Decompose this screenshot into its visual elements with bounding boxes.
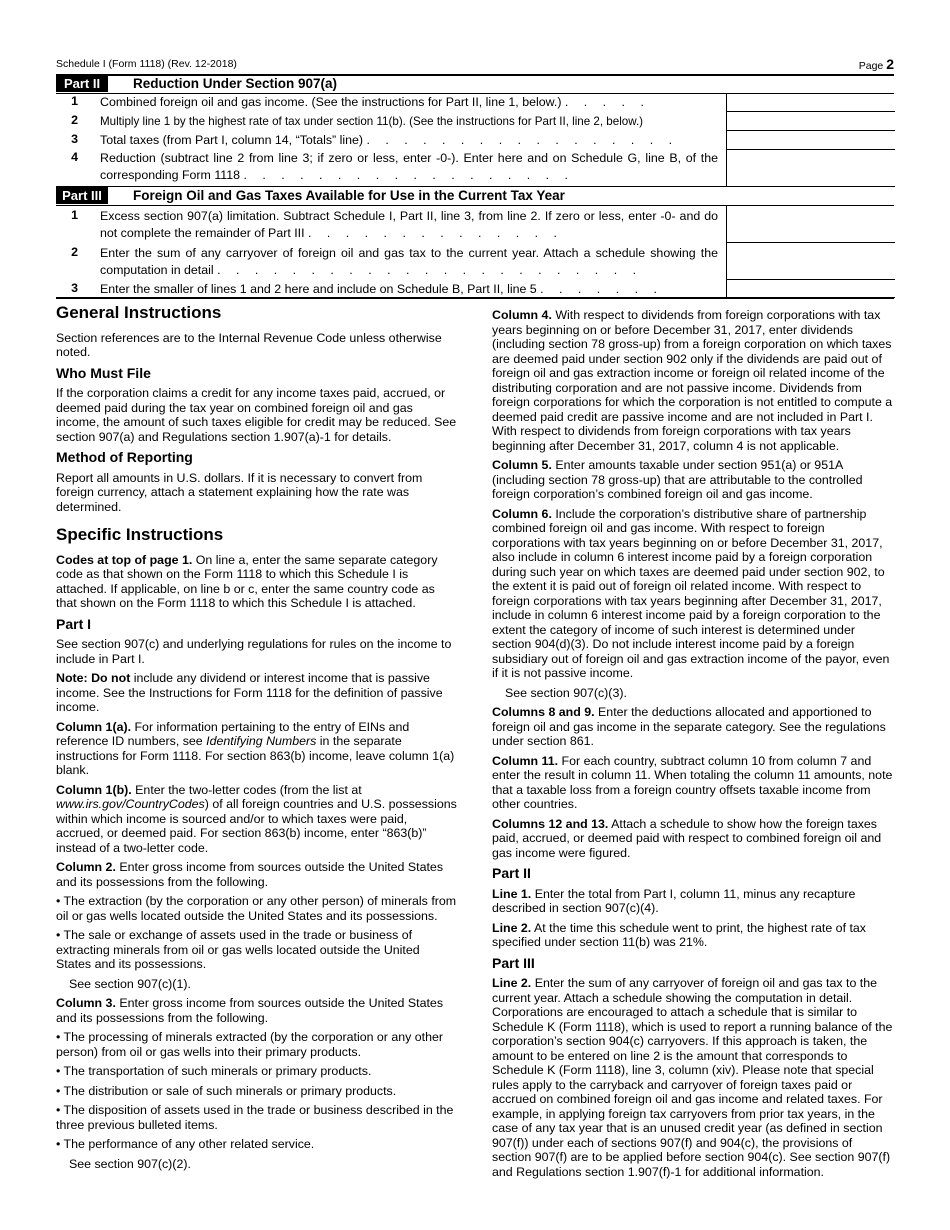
column-4-paragraph: Column 4. With respect to dividends from foreign corporations with tax years beginning on or before December 31, 2017, enter dividends (including section 78 gross-up) from a foreign corporation on which taxes are deemed paid under section 902 only if the dividends are paid out of foreign oil and gas extraction income or foreign oil related income of the distributing corporation and are not passive income. Dividends from foreign corporations for which the corporation is not entitled to compute a deemed paid credit are passive income and are not included in Part I. With respect to dividends from foreign corporations with tax years beginning after December 31, 2017, column 4 is not applicable. bbox=[492, 308, 893, 453]
column-3-bullet: • The performance of any other related service. bbox=[56, 1137, 315, 1151]
part2-line-2-amount[interactable] bbox=[726, 112, 895, 131]
line-number: 1 bbox=[71, 94, 78, 108]
page-number: Page 2 bbox=[858, 56, 894, 72]
line-number: 1 bbox=[71, 208, 78, 222]
column-3-bullet: • The transportation of such minerals or primary products. bbox=[56, 1064, 372, 1078]
note-paragraph: Note: Do not include any dividend or interest income that is passive income. See the Instructions for Form 1118 for the definition of passive income. bbox=[56, 671, 443, 714]
column-3-bullet: • The distribution or sale of such minerals or primary products. bbox=[56, 1083, 397, 1098]
line-number: 3 bbox=[71, 132, 78, 146]
who-must-file-text: If the corporation claims a credit for any income taxes paid, accrued, or deemed paid during the tax year on combined foreign oil and gas income, the amount of such taxes eligible for credit may be reduced. See section 907(a) and Regulations section 1.907(a)-1 for details. bbox=[56, 386, 457, 444]
column-2-see: See section 907(c)(1). bbox=[69, 976, 191, 991]
method-of-reporting-heading: Method of Reporting bbox=[56, 449, 193, 465]
column-2-bullet: • The extraction (by the corporation or any other person) of minerals from oil or gas wells located outside the United States and its possessions. bbox=[56, 894, 457, 923]
form-identifier: Schedule I (Form 1118) (Rev. 12-2018) bbox=[56, 58, 237, 70]
column-3-see: See section 907(c)(2). bbox=[69, 1156, 191, 1171]
country-codes-link[interactable]: www.irs.gov/CountryCodes bbox=[56, 797, 205, 811]
part3-title: Foreign Oil and Gas Taxes Available for Use in the Current Tax Year bbox=[133, 188, 565, 203]
codes-paragraph: Codes at top of page 1. On line a, enter the same separate category code as that shown on the Form 1118 to which this Schedule I is attached. If applicable, on line b or c, enter the same country code as that shown on the Form 1118 to which this Schedule I is attached. bbox=[56, 552, 438, 610]
part2-header bbox=[56, 75, 894, 92]
method-of-reporting-text: Report all amounts in U.S. dollars. If it is necessary to convert from foreign currency, attach a statement explaining how the rate was determined. bbox=[56, 470, 423, 514]
specific-instructions-heading: Specific Instructions bbox=[56, 525, 224, 544]
part2-line-4-amount[interactable] bbox=[726, 150, 895, 187]
general-instructions-text: Section references are to the Internal Revenue Code unless otherwise noted. bbox=[56, 330, 442, 359]
part3-line-2-amount[interactable] bbox=[726, 242, 895, 280]
column-1b-paragraph: Column 1(b). Enter the two-letter codes (from the list at www.irs.gov/CountryCodes) of all foreign countries and U.S. possessions within which income is sourced and/or to which taxes were paid, accrued, or deemed paid. For section 863(b) income, enter “863(b)” instead of a two-letter code. bbox=[56, 782, 457, 855]
page-header bbox=[56, 56, 894, 76]
line-text: Enter the sum of any carryover of foreign oil and gas tax to the current year. Attach a schedule showing the computation in detail . . . . . . . . . . . . . . . . . . . . . . . bbox=[100, 246, 718, 277]
line-number: 4 bbox=[71, 150, 78, 164]
line-text: Combined foreign oil and gas income. (See the instructions for Part II, line 1, below.) . . . . . bbox=[100, 95, 650, 109]
column-2-paragraph: Column 2. Enter gross income from sources outside the United States and its possessions from the following. bbox=[56, 860, 444, 889]
columns-8-9-paragraph: Columns 8 and 9. Enter the deductions allocated and apportioned to foreign oil and gas income in the separate category. See the regulations under section 861. bbox=[492, 705, 886, 748]
part2-instructions-heading: Part II bbox=[492, 865, 531, 881]
part2-line2-paragraph: Line 2. At the time this schedule went to print, the highest rate of tax specified under section 11(b) was 21%. bbox=[492, 920, 866, 949]
line-number: 2 bbox=[71, 113, 78, 127]
part2-line1-paragraph: Line 1. Enter the total from Part I, column 11, minus any recapture described in section 907(c)(4). bbox=[492, 886, 856, 915]
form-bottom-rule bbox=[56, 297, 894, 299]
part2-label: Part II bbox=[56, 75, 108, 92]
column-3-bullet: • The processing of minerals extracted (by the corporation or any other person) from oil or gas wells into their primary products. bbox=[56, 1030, 444, 1059]
part3-header bbox=[56, 187, 894, 204]
line-text: Total taxes (from Part I, column 14, “Totals” line) . . . . . . . . . . . . . . . . . bbox=[100, 133, 679, 147]
column-11-paragraph: Column 11. For each country, subtract column 10 from column 7 and enter the result in column 11. When totaling the column 11 amounts, note that a taxable loss from a foreign country offsets taxable income from other countries. bbox=[492, 753, 893, 811]
part1-text: See section 907(c) and underlying regulations for rules on the income to include in Part I. bbox=[56, 637, 452, 666]
part2-line-3-amount[interactable] bbox=[726, 131, 895, 150]
part2-title: Reduction Under Section 907(a) bbox=[133, 76, 338, 91]
column-3-paragraph: Column 3. Enter gross income from sources outside the United States and its possessions from the following. bbox=[56, 996, 444, 1025]
column-6-paragraph: Column 6. Include the corporation’s distributive share of partnership combined foreign oil and gas income. With respect to foreign corporations with tax years beginning on or before December 31, 2017, also include in column 6 interest income paid by a foreign corporation during such year on which taxes are deemed paid under section 902, to the extent it is paid out of foreign oil related income. With respect to foreign corporations with tax years beginning after December 31, 2017, include in column 6 interest income paid by a foreign corporation to the extent the category of income of such interest is determined under section 904(d)(3). Do not include interest income paid by a foreign subsidiary out of foreign oil and gas extraction income of the payor, even if it is not passive income. bbox=[492, 506, 890, 680]
left-column bbox=[56, 303, 458, 1176]
line-number: 2 bbox=[71, 245, 78, 259]
columns-12-13-paragraph: Columns 12 and 13. Attach a schedule to show how the foreign taxes paid, accrued, or deemed paid with respect to combined foreign oil and gas income were figured. bbox=[492, 816, 882, 860]
part3-line2-paragraph: Line 2. Enter the sum of any carryover of foreign oil and gas tax to the current year. Attach a schedule showing the computation in detail. Corporations are encouraged to attach a schedule that is similar to Schedule K (Form 1118), which is used to report a running balance of the corporation’s section 904(c) carryovers. If this approach is taken, the amount to be entered on line 2 is the amount that corresponds to Schedule K (Form 1118), line 3, column (xiv). Please note that special rules apply to the carryback and carryover of foreign taxes paid or accrued on combined foreign oil and gas income and related taxes. For example, in applying foreign tax carryovers from prior tax years, in the case of any tax year that is an unused credit year (as defined in section 907(f)) under each of sections 907(f) and 904(c), the provisions of section 907(f) are to be applied before section 904(c). See section 907(f) and Regulations section 1.907(f)-1 for additional information. bbox=[492, 976, 893, 1179]
column-6-see: See section 907(c)(3). bbox=[505, 685, 627, 700]
who-must-file-heading: Who Must File bbox=[56, 364, 151, 381]
part3-line-3-amount[interactable] bbox=[726, 279, 895, 298]
part2-line-1-amount[interactable] bbox=[726, 93, 895, 112]
line-text: Multiply line 1 by the highest rate of tax under section 11(b). (See the instructions for Part II, line 2, below.) bbox=[100, 115, 644, 128]
line-text: Reduction (subtract line 2 from line 3; if zero or less, enter -0-). Enter here and on Schedule G, line B, of the corresponding Form 1118 . . . . . . . . . . . . . . . . . . bbox=[100, 151, 718, 182]
column-5-paragraph: Column 5. Enter amounts taxable under section 951(a) or 951A (including section 78 gross-up) that are attributable to the controlled foreign corporation’s combined foreign oil and gas income. bbox=[492, 458, 863, 501]
part1-heading: Part I bbox=[56, 615, 92, 632]
right-column bbox=[492, 308, 894, 1184]
part3-line-1-amount[interactable] bbox=[726, 205, 895, 243]
part3-label: Part III bbox=[56, 187, 108, 204]
column-2-bullet: • The sale or exchange of assets used in the trade or business of extracting minerals from oil or gas wells located outside the United States and its possessions. bbox=[56, 928, 420, 971]
line-text: Excess section 907(a) limitation. Subtract Schedule I, Part II, line 3, from line 2. If zero or less, enter -0- and do not complete the remainder of Part III . . . . . . . . . . . . . . bbox=[100, 209, 718, 240]
line-number: 3 bbox=[71, 281, 78, 295]
column-1a-paragraph: Column 1(a). For information pertaining to the entry of EINs and reference ID numbers, see Identifying Numbers in the separate instructions for Form 1118. For section 863(b) income, leave column 1(a) blank. bbox=[56, 719, 455, 777]
general-instructions-heading: General Instructions bbox=[56, 303, 222, 322]
line-text: Enter the smaller of lines 1 and 2 here and include on Schedule B, Part II, line 5 . . . . . . . bbox=[100, 282, 663, 296]
column-3-bullet: • The disposition of assets used in the trade or business described in the three previous bulleted items. bbox=[56, 1103, 454, 1132]
part3-instructions-heading: Part III bbox=[492, 954, 535, 971]
